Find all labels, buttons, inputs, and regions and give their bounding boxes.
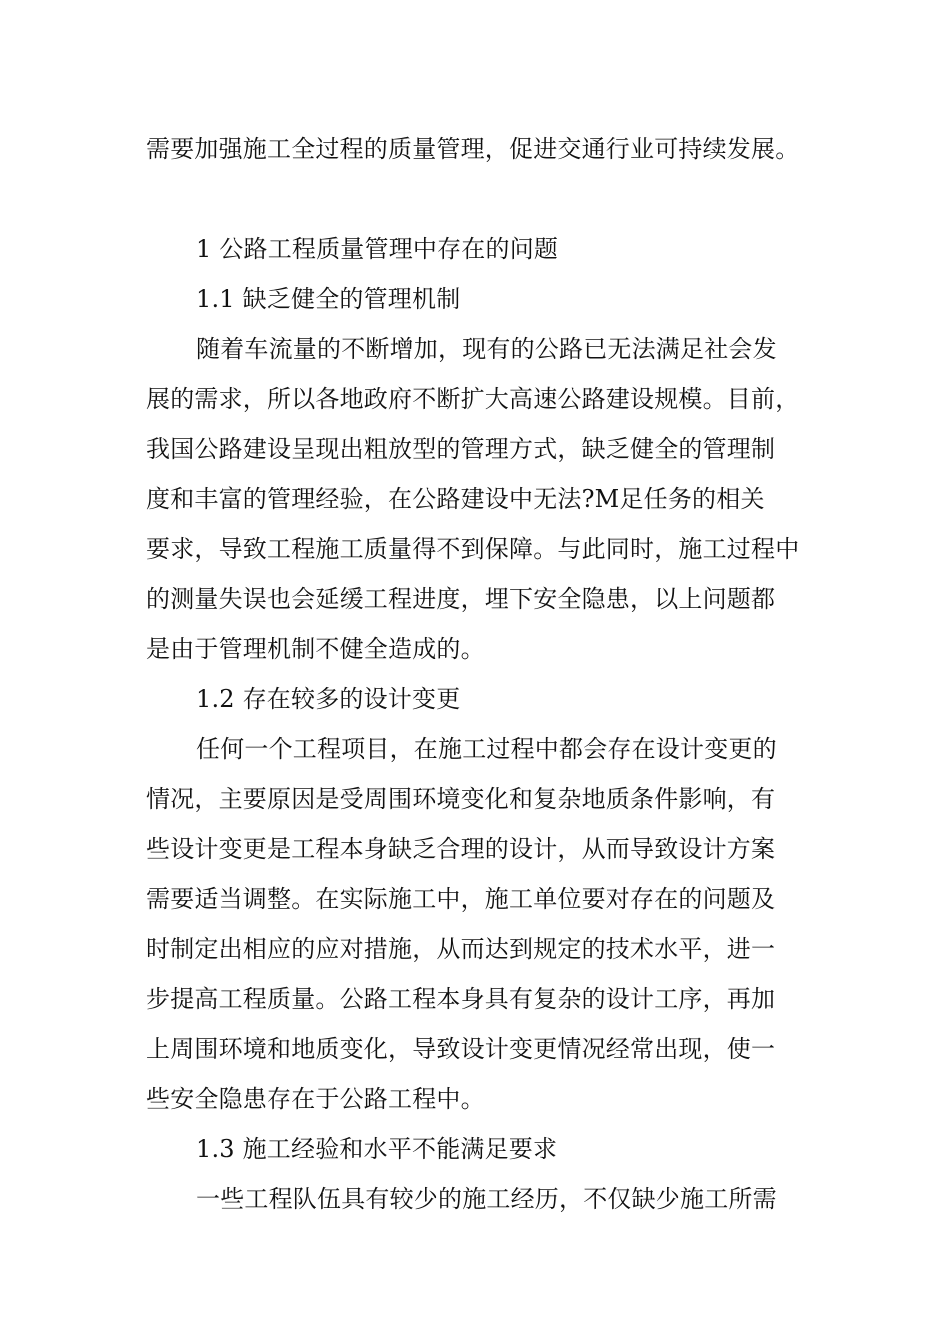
- paragraph-line: 是由于管理机制不健全造成的。: [146, 635, 485, 663]
- paragraph-line: 情况，主要原因是受周围环境变化和复杂地质条件影响，有: [146, 785, 776, 813]
- paragraph-line: 任何一个工程项目，在施工过程中都会存在设计变更的: [196, 735, 777, 763]
- section-1-heading: 1 公路工程质量管理中存在的问题: [196, 235, 559, 263]
- paragraph-line: 随着车流量的不断增加，现有的公路已无法满足社会发: [196, 335, 777, 363]
- section-1-3-heading: 1.3 施工经验和水平不能满足要求: [196, 1135, 558, 1163]
- paragraph-line: 展的需求，所以各地政府不断扩大高速公路建设规模。目前，: [146, 385, 800, 413]
- paragraph-line: 度和丰富的管理经验，在公路建设中无法?M足任务的相关: [146, 485, 765, 513]
- paragraph-line: 一些工程队伍具有较少的施工经历，不仅缺少施工所需: [196, 1185, 777, 1213]
- paragraph-line: 需要适当调整。在实际施工中，施工单位要对存在的问题及: [146, 885, 776, 913]
- paragraph-line: 时制定出相应的应对措施，从而达到规定的技术水平，进一: [146, 935, 776, 963]
- section-1-1-heading: 1.1 缺乏健全的管理机制: [196, 285, 461, 313]
- paragraph-line: 我国公路建设呈现出粗放型的管理方式，缺乏健全的管理制: [146, 435, 776, 463]
- section-1-2-heading: 1.2 存在较多的设计变更: [196, 685, 461, 713]
- paragraph-line: 些设计变更是工程本身缺乏合理的设计，从而导致设计方案: [146, 835, 776, 863]
- paragraph-line: 步提高工程质量。公路工程本身具有复杂的设计工序，再加: [146, 985, 776, 1013]
- paragraph-line: 些安全隐患存在于公路工程中。: [146, 1085, 485, 1113]
- paragraph-line: 上周围环境和地质变化，导致设计变更情况经常出现，使一: [146, 1035, 776, 1063]
- paragraph-line: 要求，导致工程施工质量得不到保障。与此同时，施工过程中: [146, 535, 800, 563]
- opening-paragraph-line: 需要加强施工全过程的质量管理，促进交通行业可持续发展。: [146, 135, 800, 163]
- paragraph-line: 的测量失误也会延缓工程进度，埋下安全隐患，以上问题都: [146, 585, 776, 613]
